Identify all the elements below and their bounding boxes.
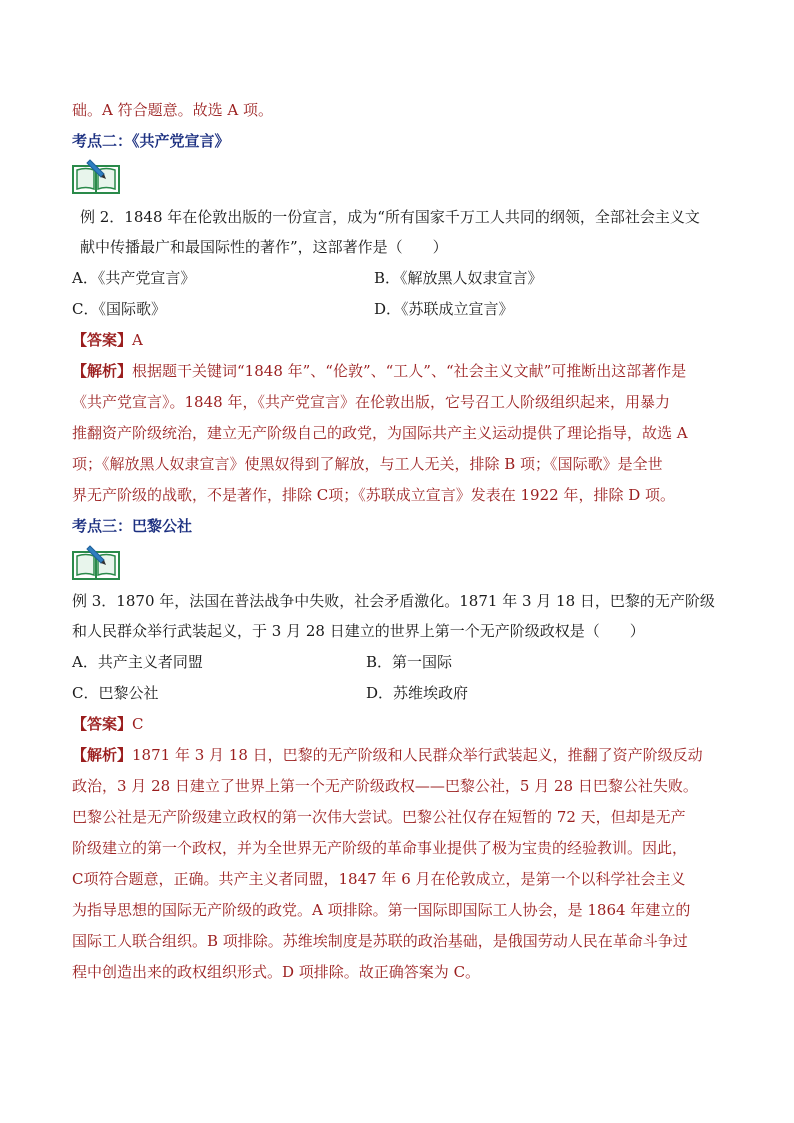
analysis-2-line-2: 《共产党宣言》。1848 年，《共产党宣言》在伦敦出版，它号召工人阶级组织起来，用暴力 [72,393,670,411]
question-2-line-2: 献中传播最广和最国际性的著作”，这部著作是（ ） [80,238,448,256]
section-heading-kp2: 考点二：《共产党宣言》 [72,132,230,150]
analysis-tag: 【解析】 [72,362,133,380]
answer-value: C [132,715,144,733]
analysis-3-line-1 [72,744,703,766]
analysis-2-line-4: 项；《解放黑人奴隶宣言》使黑奴得到了解放，与工人无关，排除 B 项；《国际歌》是全世 [72,455,663,473]
analysis-3-line-4: 阶级建立的第一个政权，并为全世界无产阶级的革命事业提供了极为宝贵的经验教训。因此， [72,839,688,857]
option-a: A．《共产党宣言》 [72,269,196,287]
section-heading-kp3: 考点三：巴黎公社 [72,517,193,535]
answer-value: A [132,331,143,349]
question-3-line-2: 和人民群众举行武装起义，于 3 月 28 日建立的世界上第一个无产阶级政权是（ ） [72,622,645,640]
analysis-3-line-3: 巴黎公社是无产阶级建立政权的第一次伟大尝试。巴黎公社仅存在短暂的 72 天，但却是无产 [72,808,686,826]
analysis-2-line-3: 推翻资产阶级统治，建立无产阶级自己的政党，为国际共产主义运动提供了理论指导，故选 A [72,424,688,442]
option-b: B．《解放黑人奴隶宣言》 [374,269,543,287]
option-b: B．第一国际 [366,653,453,671]
analysis-3-line-6: 为指导思想的国际无产阶级的政党。A 项排除。第一国际即国际工人协会，是 1864 年建立的 [72,901,691,919]
book-pencil-icon [72,158,120,194]
answer-tag: 【答案】 [72,715,133,733]
analysis-2-line-5: 界无产阶级的战歌，不是著作，排除 C项；《苏联成立宣言》发表在 1922 年，排除 D 项。 [72,486,676,504]
analysis-3-line-8: 程中创造出来的政权组织形式。D 项排除。故正确答案为 C。 [72,963,481,981]
continued-analysis: 础。A 符合题意。故选 A 项。 [72,101,273,119]
option-d: D．《苏联成立宣言》 [374,300,514,318]
analysis-3-line-7: 国际工人联合组织。B 项排除。苏维埃制度是苏联的政治基础，是俄国劳动人民在革命斗争过 [72,932,688,950]
answer-tag: 【答案】 [72,331,133,349]
option-a: A．共产主义者同盟 [72,653,203,671]
option-c: C．巴黎公社 [72,684,159,702]
analysis-2-line-1 [72,360,686,382]
question-3-line-1: 例 3．1870 年，法国在普法战争中失败，社会矛盾激化。1871 年 3 月 18 日，巴黎的无产阶级 [72,592,715,610]
analysis-text: 根据题干关键词“1848 年”、“伦敦”、“工人”、“社会主义文献”可推断出这部著作是 [132,362,687,380]
question-2-line-1: 例 2．1848 年在伦敦出版的一份宣言，成为“所有国家千万工人共同的纲领，全部社会主义文 [80,208,700,226]
analysis-text: 1871 年 3 月 18 日，巴黎的无产阶级和人民群众举行武装起义，推翻了资产阶级反动 [132,746,703,764]
answer-3 [72,713,144,735]
book-pencil-icon [72,544,120,580]
option-d: D．苏维埃政府 [366,684,469,702]
option-c: C．《国际歌》 [72,300,166,318]
analysis-3-line-2: 政治，3 月 28 日建立了世界上第一个无产阶级政权——巴黎公社，5 月 28 日巴黎公社失败。 [72,777,698,795]
answer-2 [72,329,143,351]
analysis-tag: 【解析】 [72,746,133,764]
analysis-3-line-5: C项符合题意，正确。共产主义者同盟，1847 年 6 月在伦敦成立，是第一个以科学社会主义 [72,870,686,888]
